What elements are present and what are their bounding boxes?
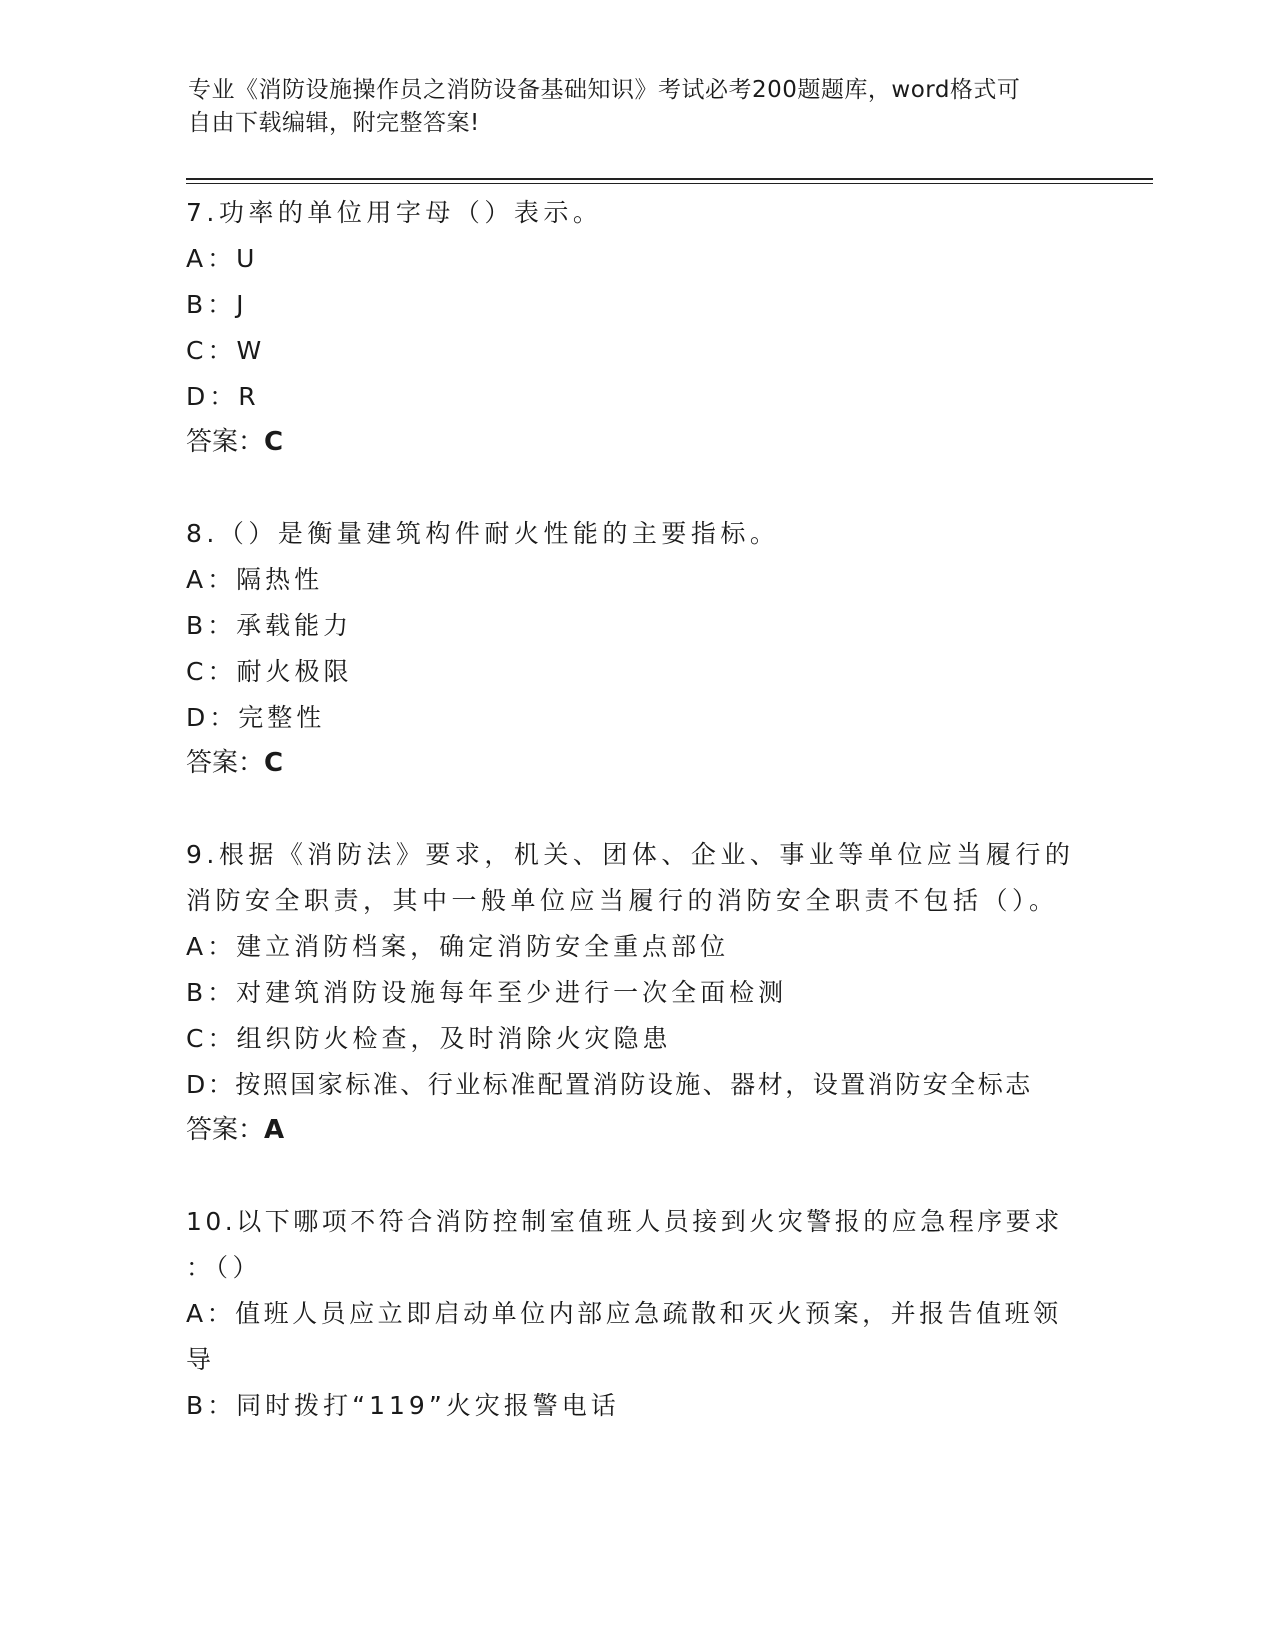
answer-key: C	[264, 427, 284, 457]
option-d: D：按照国家标准、行业标准配置消防设施、器材，设置消防安全标志	[186, 1070, 1033, 1099]
answer-key: C	[264, 748, 284, 778]
question-stem: 7.功率的单位用字母（）表示。	[186, 198, 603, 227]
header-rule-thick	[186, 178, 1153, 180]
option-a: A：U	[186, 244, 259, 273]
option-c: C：耐火极限	[186, 657, 353, 686]
header-line-1: 专业《消防设施操作员之消防设备基础知识》考试必考200题题库，word格式可	[188, 77, 1021, 103]
option-a-continued: 导	[186, 1345, 216, 1374]
question-list	[186, 190, 1086, 1476]
question-stem: 8.（）是衡量建筑构件耐火性能的主要指标。	[186, 519, 780, 548]
answer-label: 答案：	[186, 748, 265, 778]
option-b: B：承载能力	[186, 611, 353, 640]
option-c: C：组织防火检查，及时消除火灾隐患	[186, 1024, 672, 1053]
question-stem-line-2: ：（）	[186, 1253, 263, 1282]
header-line-2: 自由下载编辑，附完整答案!	[188, 110, 480, 136]
option-a: A：隔热性	[186, 565, 324, 594]
question-8	[186, 511, 1086, 785]
option-d: D：完整性	[186, 703, 326, 732]
question-9	[186, 832, 1086, 1152]
header-rule-thin	[186, 183, 1153, 184]
option-b: B：同时拨打“119”火灾报警电话	[186, 1391, 620, 1420]
question-stem-line-1: 9.根据《消防法》要求，机关、团体、企业、事业等单位应当履行的	[186, 840, 1075, 869]
option-c: C：W	[186, 336, 266, 365]
question-7	[186, 190, 1086, 464]
question-stem-line-2: 消防安全职责，其中一般单位应当履行的消防安全职责不包括（）。	[186, 886, 1059, 915]
option-b: B：J	[186, 290, 248, 319]
question-stem-line-1: 10.以下哪项不符合消防控制室值班人员接到火灾警报的应急程序要求	[186, 1207, 1063, 1236]
answer-label: 答案：	[186, 1115, 265, 1145]
option-d: D：R	[186, 382, 260, 411]
document-header	[188, 74, 1068, 140]
question-10	[186, 1199, 1086, 1429]
answer-line	[186, 741, 1086, 785]
option-a: A：值班人员应立即启动单位内部应急疏散和灭火预案，并报告值班领	[186, 1299, 1062, 1328]
answer-line	[186, 420, 1086, 464]
option-a: A：建立消防档案，确定消防安全重点部位	[186, 932, 730, 961]
answer-label: 答案：	[186, 427, 265, 457]
answer-key: A	[264, 1115, 285, 1145]
option-b: B：对建筑消防设施每年至少进行一次全面检测	[186, 978, 788, 1007]
answer-line	[186, 1108, 1086, 1152]
